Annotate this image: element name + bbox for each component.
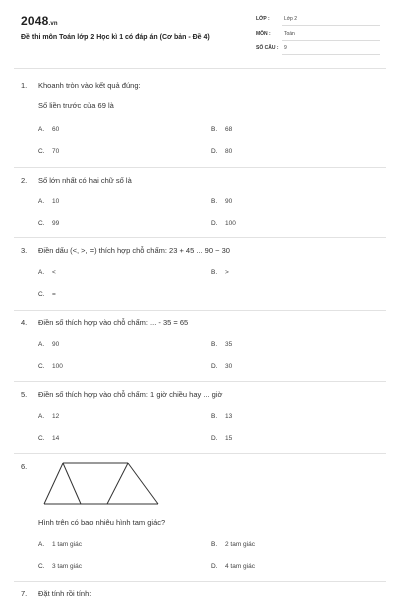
option-c[interactable] bbox=[38, 220, 59, 227]
question-text: Số lớn nhất có hai chữ số là bbox=[38, 176, 132, 185]
option-a[interactable] bbox=[38, 541, 82, 548]
option-letter: A. bbox=[38, 541, 45, 548]
site-logo[interactable] bbox=[21, 14, 58, 28]
option-b[interactable] bbox=[211, 541, 255, 548]
question-text: Đặt tính rồi tính: bbox=[38, 589, 92, 598]
question-number: 1. bbox=[21, 81, 28, 90]
logo-main: 2048 bbox=[21, 14, 49, 28]
option-text: 90 bbox=[52, 341, 60, 348]
question-divider bbox=[14, 581, 386, 582]
meta-count-label: SỐ CÂU : bbox=[256, 45, 279, 51]
figure-right-edge bbox=[128, 463, 158, 504]
option-letter: B. bbox=[211, 269, 218, 276]
option-a[interactable] bbox=[38, 269, 56, 276]
option-text: 3 tam giác bbox=[52, 563, 82, 570]
question-number: 7. bbox=[21, 589, 28, 598]
option-letter: C. bbox=[38, 363, 45, 370]
option-c[interactable] bbox=[38, 291, 56, 298]
option-letter: B. bbox=[211, 541, 218, 548]
question-number: 5. bbox=[21, 390, 28, 399]
option-letter: A. bbox=[38, 198, 45, 205]
option-d[interactable] bbox=[211, 363, 232, 370]
question-text: Điền số thích hợp vào chỗ chấm: ... - 35 = 65 bbox=[38, 318, 189, 327]
option-letter: D. bbox=[211, 363, 218, 370]
option-text: 35 bbox=[225, 341, 233, 348]
option-letter: C. bbox=[38, 563, 45, 570]
question-divider bbox=[14, 453, 386, 454]
option-text: 13 bbox=[225, 413, 233, 420]
option-letter: C. bbox=[38, 291, 45, 298]
question-number: 3. bbox=[21, 246, 28, 255]
option-letter: C. bbox=[38, 435, 45, 442]
option-a[interactable] bbox=[38, 413, 59, 420]
option-letter: D. bbox=[211, 148, 218, 155]
option-text: 1 tam giác bbox=[52, 541, 82, 548]
option-d[interactable] bbox=[211, 148, 232, 155]
option-b[interactable] bbox=[211, 341, 232, 348]
option-letter: D. bbox=[211, 435, 218, 442]
meta-count-row bbox=[256, 43, 380, 55]
meta-class-value: Lớp 2 bbox=[284, 16, 298, 22]
option-text: 99 bbox=[52, 220, 60, 227]
option-text: 30 bbox=[225, 363, 233, 370]
option-a[interactable] bbox=[38, 198, 59, 205]
option-letter: B. bbox=[211, 126, 218, 133]
option-letter: C. bbox=[38, 220, 45, 227]
option-c[interactable] bbox=[38, 148, 59, 155]
meta-subject-value: Toán bbox=[284, 31, 295, 37]
exam-title: Đề thi môn Toán lớp 2 Học kì 1 có đáp án (Cơ bản - Đề 4) bbox=[21, 34, 210, 41]
option-d[interactable] bbox=[211, 435, 232, 442]
figure-diagonal-1 bbox=[63, 463, 81, 504]
question-text: Hình trên có bao nhiêu hình tam giác? bbox=[38, 518, 166, 527]
question-text: Điền số thích hợp vào chỗ chấm: 1 giờ chiều hay ... giờ bbox=[38, 390, 223, 399]
question-number: 4. bbox=[21, 318, 28, 327]
option-b[interactable] bbox=[211, 198, 232, 205]
question-divider bbox=[14, 167, 386, 168]
option-text: 2 tam giác bbox=[225, 541, 255, 548]
option-letter: B. bbox=[211, 413, 218, 420]
question-text: Điền dấu (<, >, =) thích hợp chỗ chấm: 23 + 45 ... 90 − 30 bbox=[38, 246, 230, 255]
option-c[interactable] bbox=[38, 363, 63, 370]
option-text: < bbox=[52, 269, 56, 276]
option-text: 90 bbox=[225, 198, 233, 205]
option-c[interactable] bbox=[38, 563, 82, 570]
option-letter: B. bbox=[211, 341, 218, 348]
option-text: 12 bbox=[52, 413, 60, 420]
option-d[interactable] bbox=[211, 563, 255, 570]
option-text: 70 bbox=[52, 148, 60, 155]
option-letter: A. bbox=[38, 126, 45, 133]
exam-header bbox=[0, 0, 400, 68]
option-text: 14 bbox=[52, 435, 60, 442]
figure-diagonal-2 bbox=[107, 463, 128, 504]
question-number: 2. bbox=[21, 176, 28, 185]
option-text: 100 bbox=[225, 220, 236, 227]
option-text: 100 bbox=[52, 363, 63, 370]
option-letter: A. bbox=[38, 413, 45, 420]
meta-count-value: 9 bbox=[284, 45, 287, 51]
option-text: > bbox=[225, 269, 229, 276]
logo-suffix: .vn bbox=[48, 21, 58, 27]
option-letter: B. bbox=[211, 198, 218, 205]
question-text: Khoanh tròn vào kết quả đúng: bbox=[38, 81, 141, 90]
option-a[interactable] bbox=[38, 341, 59, 348]
header-divider bbox=[14, 68, 386, 69]
option-letter: D. bbox=[211, 563, 218, 570]
option-text: 4 tam giác bbox=[225, 563, 255, 570]
question-subtext: Số liền trước của 69 là bbox=[38, 101, 114, 110]
option-c[interactable] bbox=[38, 435, 59, 442]
option-d[interactable] bbox=[211, 220, 236, 227]
meta-subject-line bbox=[282, 40, 380, 41]
meta-subject-label: MÔN : bbox=[256, 31, 271, 37]
question-number: 6. bbox=[21, 462, 28, 471]
question-divider bbox=[14, 381, 386, 382]
option-text: 68 bbox=[225, 126, 233, 133]
option-text: = bbox=[52, 291, 56, 298]
option-text: 10 bbox=[52, 198, 60, 205]
meta-count-line bbox=[282, 54, 380, 55]
question-divider bbox=[14, 310, 386, 311]
option-text: 80 bbox=[225, 148, 233, 155]
option-letter: A. bbox=[38, 269, 45, 276]
option-text: 60 bbox=[52, 126, 60, 133]
meta-class-line bbox=[282, 25, 380, 26]
option-text: 15 bbox=[225, 435, 233, 442]
figure-left-edge bbox=[44, 463, 63, 504]
option-b[interactable] bbox=[211, 269, 229, 276]
option-b[interactable] bbox=[211, 126, 232, 133]
meta-class-row bbox=[256, 14, 380, 26]
question-divider bbox=[14, 237, 386, 238]
meta-class-label: LỚP : bbox=[256, 16, 270, 22]
option-a[interactable] bbox=[38, 126, 59, 133]
option-letter: C. bbox=[38, 148, 45, 155]
option-b[interactable] bbox=[211, 413, 232, 420]
meta-subject-row bbox=[256, 29, 380, 41]
triangle-figure bbox=[38, 458, 162, 508]
option-letter: A. bbox=[38, 341, 45, 348]
option-letter: D. bbox=[211, 220, 218, 227]
